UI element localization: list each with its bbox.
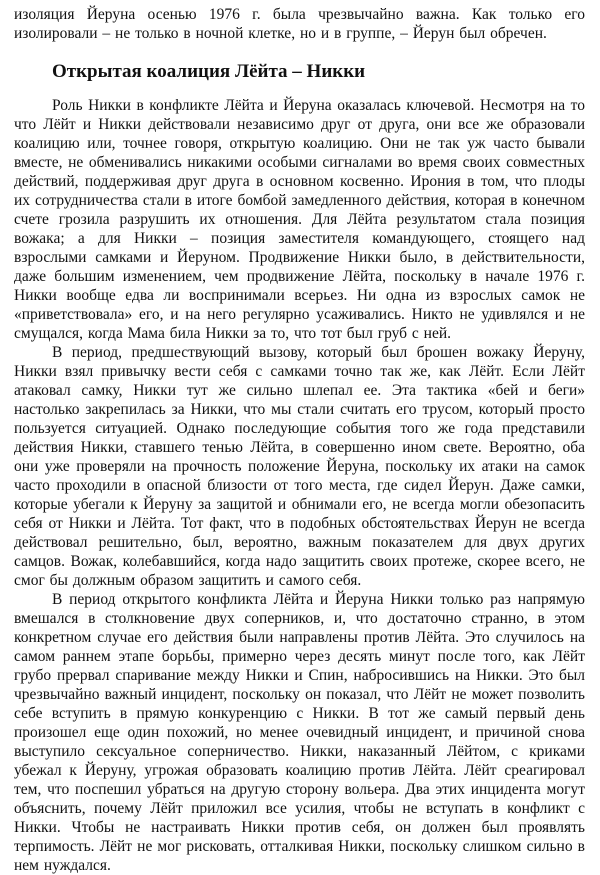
body-paragraph-2: В период, предшествующий вызову, который был брошен вожаку Йеруну, Никки взял привычку вести себя с самками точно так же, как Лёйт. Если Лёйт атаковал самку, Никки тут же сильно шлепал ее. Эта тактика «бей и беги» настолько закрепилась за Никки, что мы стали считать его трусом, который просто пользуется ситуацией. Однако последующие события того же года представили действия Никки, ставшего тенью Лёйта, в совершенно ином свете. Вероятно, оба они уже проверяли на прочность положение Йеруна, поскольку их атаки на самок часто проходили в опасной близости от того места, где сидел Йерун. Даже самки, которые убегали к Йеруну за защитой и обнимали его, не всегда могли обезопасить себя от Никки и Лёйта. Тот факт, что в подобных обстоятельствах Йерун не всегда действовал решительно, был, вероятно, важным показателем для двух других самцов. Вожак, колебавшийся, когда надо защитить своих протеже, скорее всего, не смог бы должным образом защитить и самого себя. [14, 344, 585, 589]
section-heading: Открытая коалиция Лёйта – Никки [52, 61, 366, 82]
continuation-paragraph: изоляция Йеруна осенью 1976 г. была чрезвычайно важна. Как только его изолировали – не только в ночной клетке, но и в группе, – Йерун был обречен. [14, 6, 585, 42]
body-paragraph-1: Роль Никки в конфликте Лёйта и Йеруна оказалась ключевой. Несмотря на то что Лёйт и Никки действовали независимо друг от друга, они все же образовали коалицию или, точнее говоря, открытую коалицию. Они не так уж часто бывали вместе, не обменивались никакими особыми сигналами во время своих совместных действий, поддерживая друг друга в основном косвенно. Ирония в том, что плоды их сотрудничества стали в итоге бомбой замедленного действия, которая в конечном счете грозила разрушить их отношения. Для Лёйта результатом стала позиция вожака; а для Никки – позиция заместителя командующего, стоящего над взрослыми самками и Йеруном. Продвижение Никки было, в действительности, даже большим изменением, чем продвижение Лёйта, поскольку в начале 1976 г. Никки вообще едва ли воспринимали всерьез. Ни одна из взрослых самок не «приветствовала» его, и на него регулярно усаживались. Никто не удивлялся и не смущался, когда Мама била Никки за то, что тот был груб с ней. [14, 97, 585, 342]
body-paragraph-3: В период открытого конфликта Лёйта и Йеруна Никки только раз напрямую вмешался в столкновение двух соперников, и, что достаточно странно, в этом конкретном случае его действия были направлены против Лёйта. Это случилось на самом раннем этапе борьбы, примерно через десять минут после того, как Лёйт грубо прервал спаривание между Никки и Спин, набросившись на Никки. Это был чрезвычайно важный инцидент, поскольку он показал, что Лёйт не может позволить себе вступить в прямую конкуренцию с Никки. В тот же самый первый день произошел еще один похожий, но менее очевидный инцидент, и причиной снова выступило сексуальное соперничество. Никки, наказанный Лёйтом, с криками убежал к Йеруну, угрожая образовать коалицию против Лёйта. Лёйт среагировал тем, что поспешил убраться на другую сторону вольера. Два этих инцидента могут объяснить, почему Лёйт приложил все усилия, чтобы не вступать в конфликт с Никки. Чтобы не настраивать Никки против себя, он должен был проявлять терпимость. Лёйт не мог рисковать, отталкивая Никки, поскольку слишком сильно в нем нуждался. [14, 591, 585, 874]
